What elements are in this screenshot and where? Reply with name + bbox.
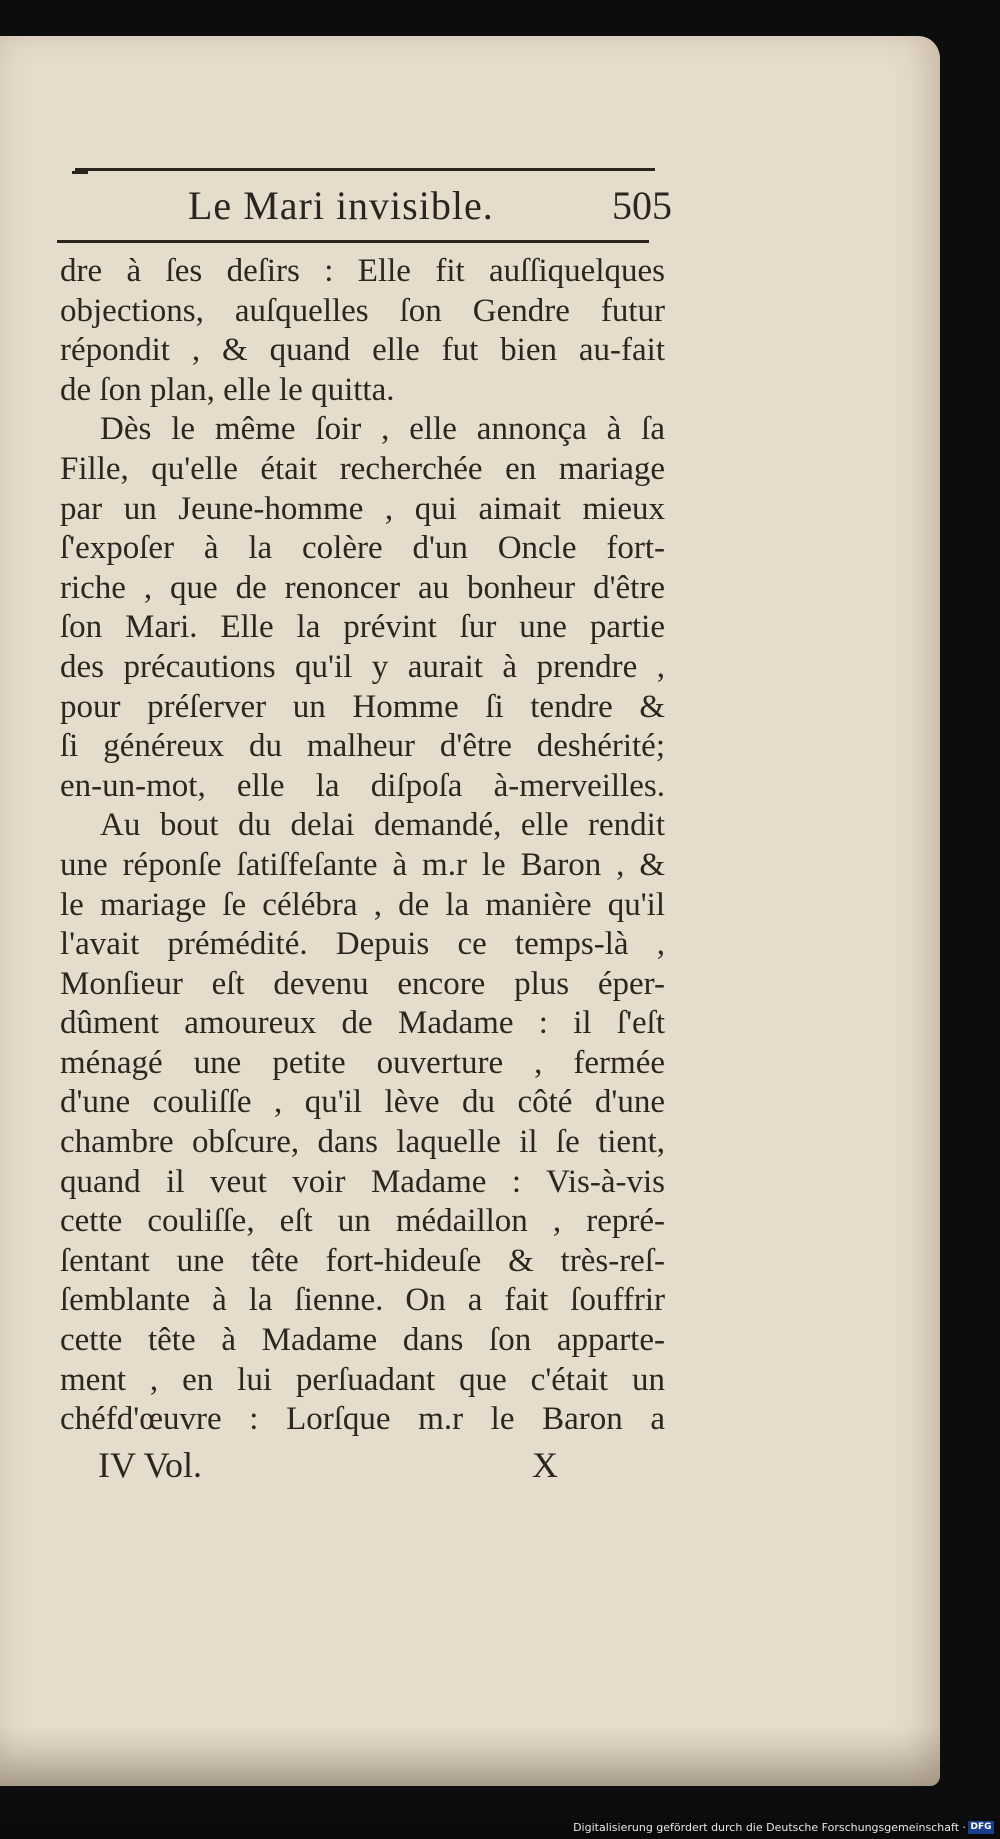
- ornament-mark: [72, 171, 88, 174]
- text-line: Dès le même ſoir , elle annonça à ſa: [100, 411, 665, 448]
- running-header: [60, 182, 672, 238]
- text-line: d'une couliſſe , qu'il lève du côté d'une: [60, 1084, 665, 1121]
- text-line: ſ'expoſer à la colère d'un Oncle fort-: [60, 530, 665, 567]
- text-line: par un Jeune-homme , qui aimait mieux: [60, 490, 665, 527]
- text-line: ſon Mari. Elle la prévint ſur une partie: [60, 609, 665, 646]
- text-line: pour préſerver un Homme ſi tendre &: [60, 688, 665, 725]
- signature-line: [98, 1444, 598, 1494]
- signature-mark: X: [532, 1445, 558, 1485]
- text-line: ſemblante à la ſienne. On a fait ſouffrir: [60, 1282, 665, 1319]
- text-line: ſi généreux du malheur d'être deshérité;: [60, 728, 665, 765]
- page-number: 505: [612, 183, 672, 228]
- text-line: le mariage ſe célébra , de la manière qu'il: [60, 886, 665, 923]
- body-text: [60, 252, 665, 1440]
- text-line: de ſon plan, elle le quitta.: [60, 371, 395, 408]
- text-line: cette tête à Madame dans ſon apparte-: [60, 1322, 665, 1359]
- text-line: Au bout du delai demandé, elle rendit: [100, 807, 665, 844]
- header-rule: [57, 240, 649, 243]
- text-line: l'avait prémédité. Depuis ce temps-là ,: [60, 926, 665, 963]
- digitization-credit: Digitalisierung gefördert durch die Deutsche Forschungsgemeinschaft ·: [573, 1821, 966, 1834]
- text-line: Monſieur eſt devenu encore plus éper-: [60, 965, 665, 1002]
- text-line: chambre obſcure, dans laquelle il ſe tient,: [60, 1124, 665, 1161]
- text-line: ment , en lui perſuadant que c'était un: [60, 1361, 665, 1398]
- text-line: quand il veut voir Madame : Vis-à-vis: [60, 1163, 665, 1200]
- text-line: des précautions qu'il y aurait à prendre ,: [60, 648, 665, 685]
- text-line: ſentant une tête fort-hideuſe & très-reſ-: [60, 1242, 665, 1279]
- running-title: Le Mari invisible.: [188, 183, 494, 228]
- text-line: riche , que de renoncer au bonheur d'être: [60, 569, 665, 606]
- dfg-logo: DFG: [968, 1821, 994, 1834]
- text-line: Fille, qu'elle était recherchée en mariage: [60, 450, 665, 487]
- text-line: dûment amoureux de Madame : il ſ'eſt: [60, 1005, 665, 1042]
- top-rule: [75, 168, 655, 171]
- text-line: ménagé une petite ouverture , fermée: [60, 1044, 665, 1081]
- text-line: cette couliſſe, eſt un médaillon , repré-: [60, 1203, 665, 1240]
- text-line: répondit , & quand elle fut bien au-fait: [60, 332, 665, 369]
- text-line: chéfd'œuvre : Lorſque m.r le Baron a: [60, 1401, 665, 1438]
- volume-label: IV Vol.: [98, 1445, 203, 1485]
- text-line: une réponſe ſatiſfeſante à m.r le Baron , &: [60, 846, 665, 883]
- text-line: en-un-mot, elle la diſpoſa à-merveilles.: [60, 767, 665, 804]
- text-line: objections, auſquelles ſon Gendre futur: [60, 292, 665, 329]
- text-line: dre à ſes deſirs : Elle fit auſſiquelques: [60, 253, 665, 289]
